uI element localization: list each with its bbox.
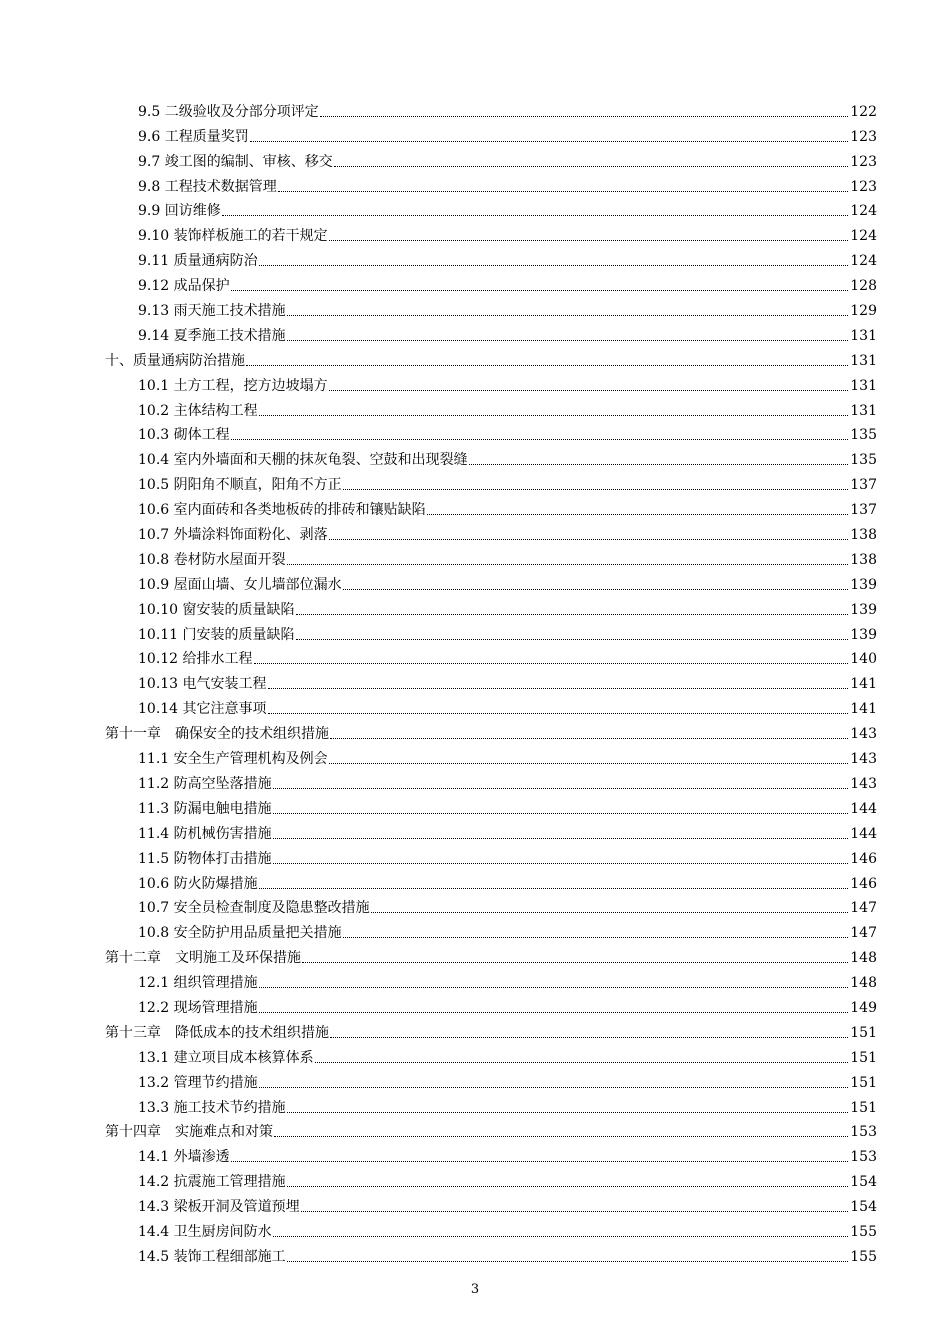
toc-entry-title: 14.4 卫生厨房间防水: [138, 1223, 272, 1240]
toc-section-entry[interactable]: [0, 768, 950, 793]
toc-dot-leader: [259, 888, 848, 889]
toc-entry-page-number: 144: [850, 825, 877, 842]
toc-section-entry[interactable]: [0, 220, 950, 245]
toc-entry-page-number: 131: [850, 377, 877, 394]
toc-section-entry[interactable]: [0, 96, 950, 121]
toc-entry-page-number: 155: [850, 1248, 877, 1265]
toc-entry-title: 10.11 门安装的质量缺陷: [138, 626, 295, 643]
toc-section-entry[interactable]: [0, 544, 950, 569]
toc-dot-leader: [315, 1062, 848, 1063]
toc-entry-page-number: 143: [850, 726, 877, 743]
toc-section-entry[interactable]: [0, 1166, 950, 1191]
toc-section-entry[interactable]: [0, 917, 950, 942]
toc-entry-page-number: 131: [850, 327, 877, 344]
toc-entry-title: 10.12 给排水工程: [138, 651, 253, 668]
toc-section-entry[interactable]: [0, 270, 950, 295]
toc-entry-title: 第十一章 确保安全的技术组织措施: [105, 726, 329, 743]
toc-section-entry[interactable]: [0, 668, 950, 693]
toc-entry-page-number: 147: [850, 925, 877, 942]
toc-entry-title: 10.8 卷材防水屋面开裂: [138, 551, 286, 568]
toc-entry-title: 10.1 土方工程，挖方边坡塌方: [138, 377, 328, 394]
toc-section-entry[interactable]: [0, 967, 950, 992]
toc-dot-leader: [371, 912, 848, 913]
toc-section-entry[interactable]: [0, 146, 950, 171]
toc-dot-leader: [259, 415, 848, 416]
toc-entry-title: 9.14 夏季施工技术措施: [138, 327, 286, 344]
toc-entry-page-number: 122: [850, 103, 877, 120]
toc-section-entry[interactable]: [0, 569, 950, 594]
toc-section-entry[interactable]: [0, 370, 950, 395]
toc-section-entry[interactable]: [0, 594, 950, 619]
toc-section-entry[interactable]: [0, 644, 950, 669]
toc-entry-page-number: 148: [850, 950, 877, 967]
toc-entry-title: 9.11 质量通病防治: [138, 253, 258, 270]
toc-entry-title: 10.6 防火防爆措施: [138, 875, 258, 892]
toc-dot-leader: [246, 365, 848, 366]
toc-dot-leader: [231, 290, 848, 291]
toc-entry-page-number: 131: [850, 402, 877, 419]
toc-dot-leader: [254, 663, 848, 664]
toc-section-entry[interactable]: [0, 444, 950, 469]
toc-entry-page-number: 139: [850, 626, 877, 643]
toc-chapter-entry[interactable]: [0, 718, 950, 743]
toc-entry-page-number: 146: [850, 875, 877, 892]
toc-dot-leader: [320, 116, 848, 117]
toc-chapter-entry[interactable]: [0, 1117, 950, 1142]
toc-dot-leader: [278, 191, 848, 192]
toc-chapter-entry[interactable]: [0, 942, 950, 967]
toc-entry-title: 13.2 管理节约措施: [138, 1074, 258, 1091]
toc-entry-title: 11.3 防漏电触电措施: [138, 800, 272, 817]
toc-entry-title: 9.9 回访维修: [138, 203, 221, 220]
toc-section-entry[interactable]: [0, 693, 950, 718]
toc-dot-leader: [273, 863, 848, 864]
toc-section-entry[interactable]: [0, 793, 950, 818]
toc-entry-page-number: 124: [850, 253, 877, 270]
toc-dot-leader: [330, 1037, 848, 1038]
toc-entry-title: 12.1 组织管理措施: [138, 975, 258, 992]
toc-section-entry[interactable]: [0, 1042, 950, 1067]
toc-entry-page-number: 153: [850, 1149, 877, 1166]
toc-dot-leader: [273, 788, 848, 789]
toc-entry-title: 10.5 阴阳角不顺直，阳角不方正: [138, 477, 342, 494]
toc-entry-title: 11.5 防物体打击措施: [138, 850, 272, 867]
toc-dot-leader: [273, 813, 848, 814]
toc-section-entry[interactable]: [0, 1141, 950, 1166]
toc-dot-leader: [296, 614, 848, 615]
toc-dot-leader: [343, 489, 848, 490]
toc-dot-leader: [250, 141, 848, 142]
toc-section-entry[interactable]: [0, 494, 950, 519]
toc-dot-leader: [343, 589, 848, 590]
toc-entry-title: 12.2 现场管理措施: [138, 999, 258, 1016]
toc-entry-title: 10.6 室内面砖和各类地板砖的排砖和镶贴缺陷: [138, 502, 426, 519]
toc-section-entry[interactable]: [0, 619, 950, 644]
toc-entry-title: 11.2 防高空坠落措施: [138, 775, 272, 792]
toc-dot-leader: [259, 265, 848, 266]
toc-entry-page-number: 135: [850, 427, 877, 444]
toc-section-entry[interactable]: [0, 1241, 950, 1266]
toc-entry-page-number: 146: [850, 850, 877, 867]
toc-entry-title: 9.12 成品保护: [138, 278, 230, 295]
toc-section-entry[interactable]: [0, 320, 950, 345]
toc-section-entry[interactable]: [0, 395, 950, 420]
toc-section-entry[interactable]: [0, 1067, 950, 1092]
toc-dot-leader: [329, 390, 848, 391]
toc-chapter-entry[interactable]: [0, 1017, 950, 1042]
toc-dot-leader: [334, 166, 848, 167]
toc-entry-page-number: 151: [850, 1049, 877, 1066]
toc-entry-title: 10.10 窗安装的质量缺陷: [138, 601, 295, 618]
toc-section-entry[interactable]: [0, 743, 950, 768]
toc-entry-page-number: 123: [850, 153, 877, 170]
toc-dot-leader: [287, 1261, 848, 1262]
toc-entry-page-number: 151: [850, 1074, 877, 1091]
toc-entry-page-number: 148: [850, 975, 877, 992]
toc-section-entry[interactable]: [0, 121, 950, 146]
toc-entry-title: 第十三章 降低成本的技术组织措施: [105, 1024, 329, 1041]
toc-entry-page-number: 154: [850, 1174, 877, 1191]
toc-entry-page-number: 139: [850, 601, 877, 618]
table-of-contents: [0, 96, 950, 1266]
toc-section-entry[interactable]: [0, 843, 950, 868]
toc-section-entry[interactable]: [0, 295, 950, 320]
toc-entry-title: 13.1 建立项目成本核算体系: [138, 1049, 314, 1066]
toc-entry-page-number: 138: [850, 551, 877, 568]
toc-dot-leader: [268, 713, 848, 714]
toc-dot-leader: [330, 738, 848, 739]
toc-entry-page-number: 151: [850, 1024, 877, 1041]
toc-dot-leader: [287, 315, 848, 316]
toc-entry-title: 10.7 外墙涂料饰面粉化、剥落: [138, 527, 328, 544]
toc-entry-title: 十、质量通病防治措施: [105, 352, 245, 369]
toc-dot-leader: [287, 340, 848, 341]
toc-entry-title: 13.3 施工技术节约措施: [138, 1099, 286, 1116]
toc-entry-page-number: 143: [850, 751, 877, 768]
toc-entry-title: 9.13 雨天施工技术措施: [138, 303, 286, 320]
toc-entry-page-number: 140: [850, 651, 877, 668]
toc-section-entry[interactable]: [0, 1191, 950, 1216]
toc-dot-leader: [301, 1211, 848, 1212]
toc-entry-title: 第十二章 文明施工及环保措施: [105, 950, 301, 967]
toc-section-entry[interactable]: [0, 196, 950, 221]
toc-dot-leader: [296, 639, 848, 640]
toc-section-entry[interactable]: [0, 1216, 950, 1241]
toc-dot-leader: [274, 1136, 848, 1137]
toc-entry-title: 11.4 防机械伤害措施: [138, 825, 272, 842]
toc-section-entry[interactable]: [0, 519, 950, 544]
toc-entry-title: 11.1 安全生产管理机构及例会: [138, 751, 328, 768]
toc-entry-title: 9.7 竣工图的编制、审核、移交: [138, 153, 333, 170]
toc-entry-page-number: 153: [850, 1124, 877, 1141]
toc-entry-page-number: 138: [850, 527, 877, 544]
toc-entry-title: 9.8 工程技术数据管理: [138, 178, 277, 195]
toc-entry-title: 10.4 室内外墙面和天棚的抹灰龟裂、空鼓和出现裂缝: [138, 452, 468, 469]
toc-entry-title: 第十四章 实施难点和对策: [105, 1124, 273, 1141]
toc-entry-title: 10.3 砌体工程: [138, 427, 230, 444]
toc-entry-title: 14.2 抗震施工管理措施: [138, 1174, 286, 1191]
toc-dot-leader: [343, 937, 848, 938]
toc-section-entry[interactable]: [0, 469, 950, 494]
toc-chapter-entry[interactable]: [0, 345, 950, 370]
toc-dot-leader: [222, 215, 848, 216]
toc-section-entry[interactable]: [0, 992, 950, 1017]
toc-entry-page-number: 131: [850, 352, 877, 369]
toc-entry-page-number: 141: [850, 701, 877, 718]
toc-entry-page-number: 135: [850, 452, 877, 469]
toc-section-entry[interactable]: [0, 893, 950, 918]
toc-entry-title: 14.3 梁板开洞及管道预埋: [138, 1199, 300, 1216]
toc-section-entry[interactable]: [0, 245, 950, 270]
toc-dot-leader: [329, 539, 848, 540]
toc-entry-page-number: 154: [850, 1199, 877, 1216]
toc-entry-page-number: 137: [850, 502, 877, 519]
toc-section-entry[interactable]: [0, 818, 950, 843]
toc-entry-title: 10.13 电气安装工程: [138, 676, 267, 693]
toc-dot-leader: [469, 464, 848, 465]
toc-entry-page-number: 137: [850, 477, 877, 494]
toc-dot-leader: [259, 987, 848, 988]
toc-dot-leader: [259, 1012, 848, 1013]
toc-entry-page-number: 129: [850, 303, 877, 320]
toc-dot-leader: [268, 688, 848, 689]
toc-section-entry[interactable]: [0, 868, 950, 893]
toc-entry-title: 14.5 装饰工程细部施工: [138, 1248, 286, 1265]
toc-entry-page-number: 139: [850, 576, 877, 593]
toc-section-entry[interactable]: [0, 171, 950, 196]
toc-dot-leader: [287, 1112, 848, 1113]
toc-section-entry[interactable]: [0, 420, 950, 445]
toc-entry-page-number: 151: [850, 1099, 877, 1116]
toc-entry-page-number: 149: [850, 999, 877, 1016]
toc-entry-page-number: 147: [850, 900, 877, 917]
toc-entry-page-number: 123: [850, 128, 877, 145]
toc-section-entry[interactable]: [0, 1092, 950, 1117]
toc-dot-leader: [287, 1186, 848, 1187]
toc-entry-page-number: 128: [850, 278, 877, 295]
toc-entry-page-number: 124: [850, 203, 877, 220]
toc-dot-leader: [329, 763, 848, 764]
toc-entry-title: 10.14 其它注意事项: [138, 701, 267, 718]
toc-entry-title: 9.5 二级验收及分部分项评定: [138, 103, 319, 120]
toc-dot-leader: [259, 1087, 848, 1088]
toc-dot-leader: [231, 439, 848, 440]
toc-dot-leader: [273, 1236, 848, 1237]
toc-entry-page-number: 141: [850, 676, 877, 693]
toc-entry-page-number: 124: [850, 228, 877, 245]
toc-dot-leader: [427, 514, 848, 515]
toc-entry-title: 10.9 屋面山墙、女儿墙部位漏水: [138, 576, 342, 593]
toc-dot-leader: [302, 962, 848, 963]
toc-entry-page-number: 155: [850, 1223, 877, 1240]
toc-dot-leader: [329, 240, 848, 241]
toc-dot-leader: [231, 1161, 848, 1162]
toc-entry-page-number: 143: [850, 775, 877, 792]
page-number: 3: [470, 1282, 480, 1297]
toc-entry-title: 10.2 主体结构工程: [138, 402, 258, 419]
toc-dot-leader: [273, 838, 848, 839]
toc-entry-title: 10.7 安全员检查制度及隐患整改措施: [138, 900, 370, 917]
toc-entry-page-number: 144: [850, 800, 877, 817]
toc-entry-title: 10.8 安全防护用品质量把关措施: [138, 925, 342, 942]
toc-entry-title: 9.10 装饰样板施工的若干规定: [138, 228, 328, 245]
toc-dot-leader: [287, 564, 848, 565]
toc-entry-title: 14.1 外墙渗透: [138, 1149, 230, 1166]
toc-entry-title: 9.6 工程质量奖罚: [138, 128, 249, 145]
toc-entry-page-number: 123: [850, 178, 877, 195]
